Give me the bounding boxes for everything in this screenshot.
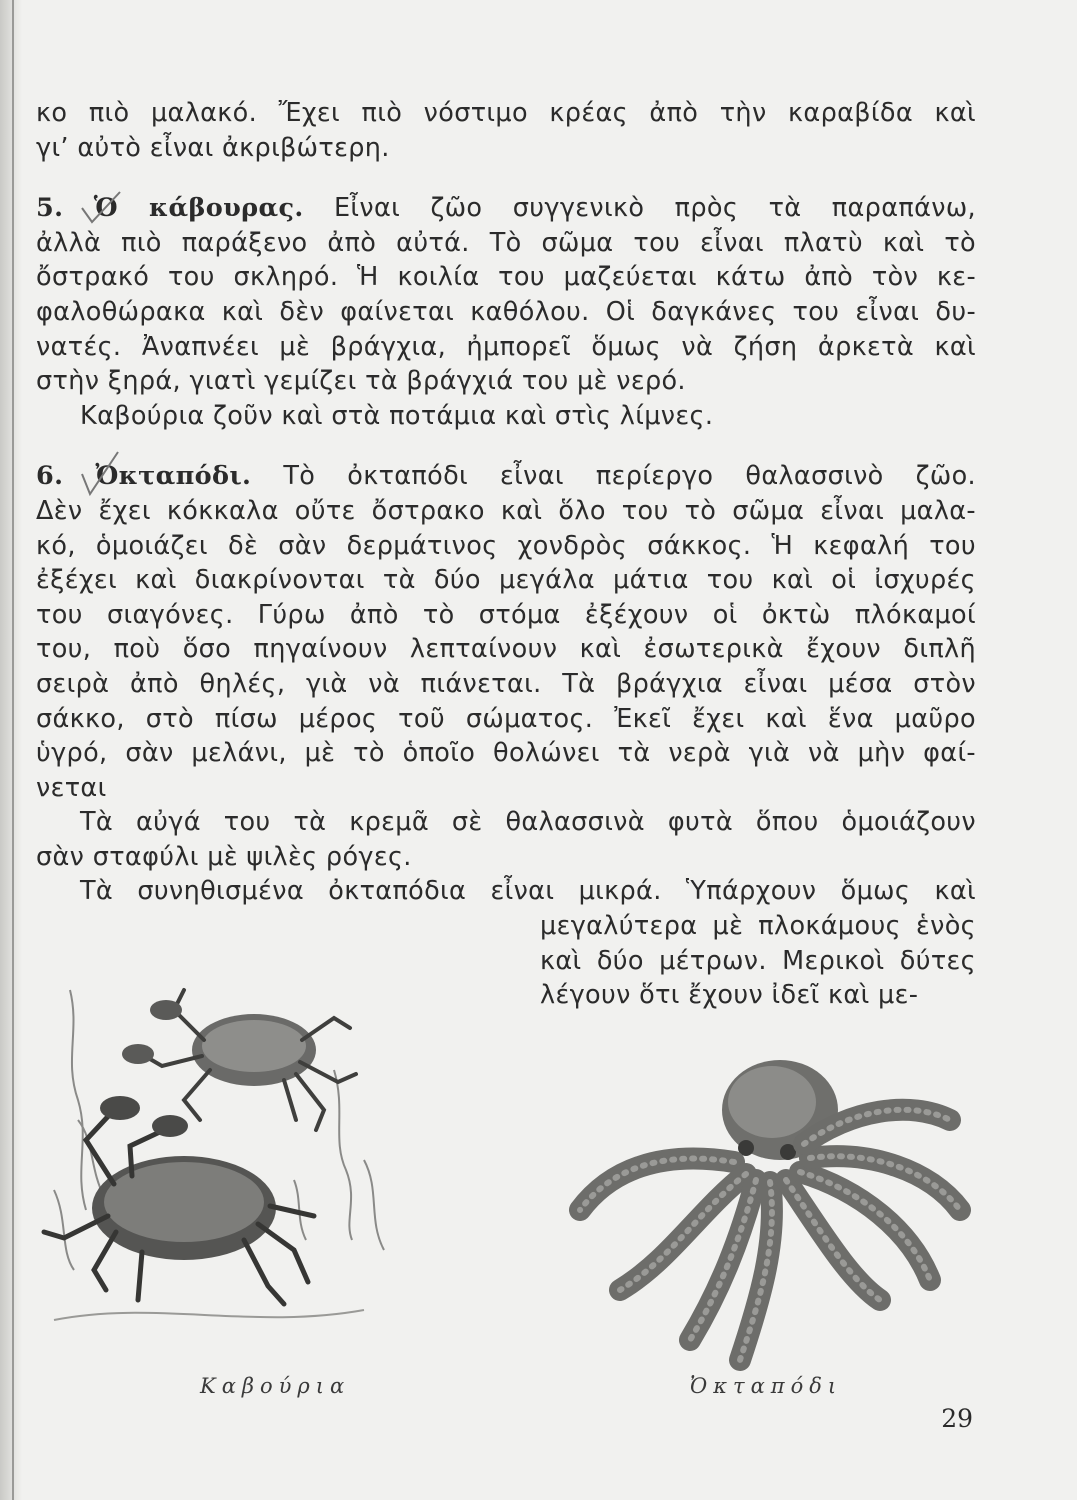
text-line: Τὰ αὐγά του τὰ κρεμᾶ σὲ θαλασσινὰ φυτὰ ὅπου ὁμοιάζουν — [80, 807, 976, 838]
text-line: Δὲν ἔχει κόκκαλα οὔτε ὄστρακο καὶ ὅλο του τὸ σῶμα εἶναι μαλα- — [36, 495, 976, 526]
text-line: ὄστρακό του σκληρό. Ἡ κοιλία του μαζεύεται κάτω ἀπὸ τὸν κε- — [36, 262, 976, 293]
text-line: Εἶναι ζῶο συγγενικὸ πρὸς τὰ παραπάνω, — [333, 193, 976, 224]
text-line: κό, ὁμοιάζει δὲ σὰν δερμάτινος χονδρὸς σάκκος. Ἡ κεφαλή του — [36, 530, 976, 561]
text-line: Καβούρια ζοῦν καὶ στὰ ποτάμια καὶ στὶς λίμνες. — [80, 400, 714, 431]
octopus-section-first-line — [36, 459, 976, 494]
small-crab-icon — [122, 990, 356, 1130]
text-line: του, ποὺ ὅσο πηγαίνουν λεπταίνουν καὶ ἐσωτερικὰ ἔχουν διπλῆ — [36, 634, 976, 665]
text-line: ἀλλὰ πιὸ παράξενο ἀπὸ αὐτά. Τὸ σῶμα του εἶναι πλατὺ καὶ τὸ — [36, 227, 976, 258]
text-line: λέγουν ὅτι ἔχουν ἰδεῖ καὶ με- — [540, 980, 919, 1011]
page-binding-edge — [0, 0, 22, 1500]
binding-fold-line — [12, 0, 14, 1500]
text-line: σειρὰ ἀπὸ θηλές, γιὰ νὰ πιάνεται. Τὰ βράγχια εἶναι μέσα στὸν — [36, 668, 976, 699]
text-line: καὶ δύο μέτρων. Μερικοὶ δύτες — [540, 945, 976, 976]
text-line: του σιαγόνες. Γύρω ἀπὸ τὸ στόμα ἐξέχουν οἱ ὀκτὼ πλόκαμοί — [36, 599, 976, 630]
text-line: ἐξέχει καὶ διακρίνονται τὰ δύο μεγάλα μάτια του καὶ οἱ ἰσχυρές — [36, 565, 976, 596]
crab-section-number: 5. — [36, 193, 64, 224]
text-line: Τὸ ὀκταπόδι εἶναι περίεργο θαλασσινὸ ζῶο. — [283, 461, 976, 492]
octopus-section-number: 6. — [36, 461, 64, 492]
text-line: γι’ αὐτὸ εἶναι ἀκριβώτερη. — [36, 132, 390, 163]
crabs-caption: Καβούρια — [200, 1374, 351, 1398]
text-line: ὑγρό, σὰν μελάνι, μὲ τὸ ὁποῖο θολώνει τὰ νερὰ γιὰ νὰ μὴν φαί- — [36, 738, 976, 769]
page-number: 29 — [941, 1404, 973, 1433]
body-text — [36, 96, 976, 1013]
pencil-check-mark-icon — [76, 446, 126, 506]
crabs-illustration — [34, 970, 454, 1360]
text-line: σὰν σταφύλι μὲ ψιλὲς ρόγες. — [36, 841, 412, 872]
text-line: νατές. Ἀναπνέει μὲ βράγχια, ἠμπορεῖ ὅμως νὰ ζήση ἀρκετὰ καὶ — [36, 331, 976, 362]
octopus-caption: Ὀκταπόδι — [690, 1374, 843, 1398]
crab-section-heading: Ὁ κάβουρας. — [93, 193, 304, 224]
crab-section-first-line — [36, 191, 976, 226]
octopus-illustration — [520, 1040, 990, 1385]
text-line: στὴν ξηρά, γιατὶ γεμίζει τὰ βράγχιά του μὲ νερό. — [36, 366, 686, 397]
text-line: φαλοθώρακα καὶ δὲν φαίνεται καθόλου. Οἱ δαγκάνες του εἶναι δυ- — [36, 296, 976, 327]
pencil-check-mark-icon — [76, 186, 126, 236]
octopus-section-heading: Ὀκταπόδι. — [95, 461, 252, 492]
text-line: μεγαλύτερα μὲ πλοκάμους ἑνὸς — [540, 911, 976, 942]
text-line: κο πιὸ μαλακό. Ἔχει πιὸ νόστιμο κρέας ἀπὸ τὴν καραβίδα καὶ — [36, 98, 976, 128]
octopus-icon — [580, 1060, 960, 1360]
text-line: νεται — [36, 772, 107, 803]
text-line: Τὰ συνηθισμένα ὀκταπόδια εἶναι μικρά. Ὑπάρχουν ὅμως καὶ — [80, 876, 976, 907]
text-line: σάκκο, στὸ πίσω μέρος τοῦ σώματος. Ἐκεῖ ἔχει καὶ ἕνα μαῦρο — [36, 703, 976, 734]
